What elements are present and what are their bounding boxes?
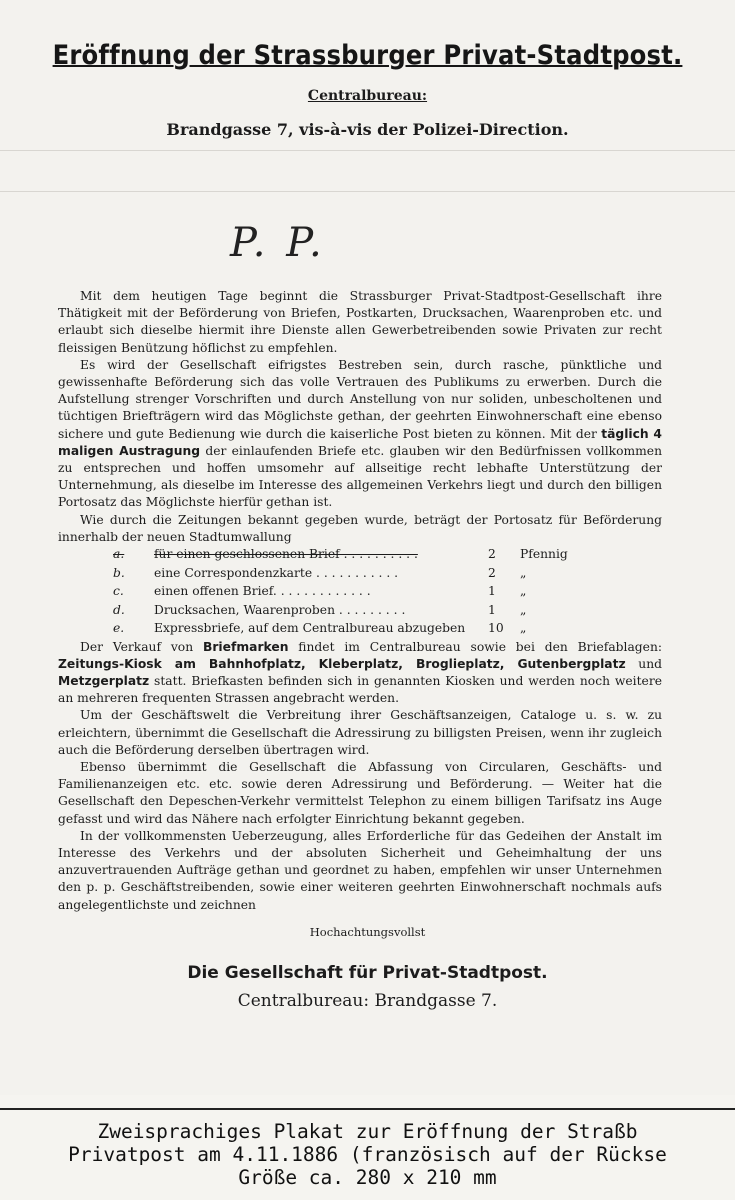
text-run: Der Verkauf von <box>80 639 203 654</box>
rate-value: 10 <box>488 621 504 636</box>
rate-key: a. <box>113 547 125 562</box>
emphasis-locations: Zeitungs-Kiosk am Bahnhofplatz, Kleberplatz, Broglieplatz, Gutenbergplatz <box>58 656 626 671</box>
text-run: Es wird der Gesellschaft eifrigstes Bestreben sein, durch rasche, pünktliche und gewissenhafte Beförderung sich das volle Vertrauen des Publikums zu erwerben. Durch die Aufstellung strenger Vorschriften und durch Anstellung von nur soliden, unbescholtenen und tüchtigen Briefträgern wird das Möglichste gethan, der geehrten Einwohnerschaft eine ebenso sichere und gute Bedienung wie durch die kaiserliche Post bieten zu können. Mit der <box>58 357 662 441</box>
rate-key: e. <box>113 621 125 636</box>
signature-address: Centralbureau: Brandgasse 7. <box>237 991 498 1011</box>
rate-value: 2 <box>488 565 496 580</box>
paragraph-addressing: Um der Geschäftswelt die Verbreitung ihrer Geschäftsanzeigen, Cataloge u. s. w. zu erleichtern, übernimmt die Gesellschaft die Adressirung zu billigsten Preisen, wenn ihr zugleich auch die Beförderung derselben übertragen wird. <box>58 708 662 757</box>
rate-label: Drucksachen, Waarenproben . . . . . . . . . <box>154 602 406 617</box>
rate-row <box>58 546 662 565</box>
rate-unit: „ <box>520 565 527 580</box>
text-run: und <box>625 656 662 671</box>
rate-row <box>58 602 662 621</box>
rate-label: eine Correspondenzkarte . . . . . . . . . . . <box>154 565 399 580</box>
emphasis-stamps: Briefmarken <box>202 639 289 654</box>
announcement-text <box>58 288 662 914</box>
emphasis-metzgerplatz: Metzgerplatz <box>58 673 150 688</box>
caption-line: Größe ca. 280 x 210 mm <box>238 1166 497 1189</box>
rate-label: für einen geschlossenen Brief . . . . . . . . . . <box>154 547 418 562</box>
paragraph-opening: Mit dem heutigen Tage beginnt die Strassburger Privat-Stadtpost-Gesellschaft ihre Thätigkeit mit der Beförderung von Briefen, Postkarten, Drucksachen, Waarenproben etc. und erlaubt sich dieselbe hiermit ihre Dienste allen Gewerbetreibenden sowie Privaten zur recht fleissigen Benützung höflichst zu empfehlen. <box>58 289 662 355</box>
rate-key: b. <box>113 565 125 580</box>
rate-unit: „ <box>520 602 527 617</box>
signature-company: Die Gesellschaft für Privat-Stadtpost. <box>187 963 548 983</box>
rate-row <box>58 620 662 639</box>
paragraph-conclusion: In der vollkommensten Ueberzeugung, alles Erforderliche für das Gedeihen der Anstalt im Interesse des Verkehrs und der absoluten Sicherheit und Geheimhaltung der uns anzuvertrauenden Aufträge gethan und geordnet zu haben, empfehlen wir unser Unternehmen den p. p. Geschäftstreibenden, sowie einer weiteren geehrten Einwohnerschaft nochmals aufs angelegentlichste und zeichnen <box>58 828 662 912</box>
rate-row <box>58 565 662 584</box>
poster-title: Eröffnung der Strassburger Privat-Stadtpost. <box>52 40 683 71</box>
salutation: P. P. <box>230 220 326 266</box>
caption-divider <box>0 1108 735 1110</box>
rate-value: 1 <box>488 584 496 599</box>
rate-label: einen offenen Brief. . . . . . . . . . . . . <box>154 584 371 599</box>
rate-value: 1 <box>488 602 496 617</box>
text-run: statt. Briefkasten befinden sich in genannten Kiosken und werden noch weitere an mehreren frequenten Strassen angebracht werden. <box>58 673 662 706</box>
rate-unit: Pfennig <box>520 547 568 562</box>
rate-row <box>58 583 662 602</box>
caption-line: Zweisprachiges Plakat zur Eröffnung der Straßb <box>97 1120 638 1143</box>
image-caption <box>0 1120 735 1189</box>
bleed-through-band <box>0 150 735 192</box>
rate-key: d. <box>113 602 125 617</box>
paragraph-stamp-sales <box>58 639 662 708</box>
paragraph-service <box>58 357 662 512</box>
paragraph-circulars: Ebenso übernimmt die Gesellschaft die Abfassung von Circularen, Geschäfts- und Familienanzeigen etc. etc. sowie deren Adressirung und Beförderung. — Weiter hat die Gesellschaft den Depeschen-Verkehr vermittelst Telephon zu einem billigen Tarifsatz ins Auge gefasst und wird das Nähere nach erfolgter Einrichtung bekannt gegeben. <box>58 759 662 826</box>
text-run: der einlaufenden Briefe etc. glauben wir den Bedürfnissen vollkommen zu entsprechen und hoffen umsomehr auf allseitige recht lebhafte Unterstützung der Unternehmung, als dieselbe im Interesse des allgemeinen Verkehrs liegt und durch den billigen Portosatz das Möglichste hierfür gethan ist. <box>58 443 662 510</box>
rate-value: 2 <box>488 547 496 562</box>
closing-formula: Hochachtungsvollst <box>309 925 426 939</box>
rate-unit: „ <box>520 584 527 599</box>
rate-list <box>58 546 662 639</box>
rate-key: c. <box>113 584 124 599</box>
office-address: Brandgasse 7, vis-à-vis der Polizei-Direction. <box>166 120 569 139</box>
caption-line: Privatpost am 4.11.1886 (französisch auf der Rückse <box>68 1143 667 1166</box>
rate-label: Expressbriefe, auf dem Centralbureau abzugeben <box>154 621 466 636</box>
rate-unit: „ <box>520 621 527 636</box>
paragraph-rates-intro: Wie durch die Zeitungen bekannt gegeben wurde, beträgt der Portosatz für Beförderung innerhalb der neuen Stadtumwallung <box>58 512 662 544</box>
emphasis-delivery: täglich 4 maligen Austragung <box>58 426 662 458</box>
office-heading: Centralbureau: <box>307 88 428 104</box>
text-run: findet im Centralbureau sowie bei den Briefablagen: <box>288 639 663 654</box>
